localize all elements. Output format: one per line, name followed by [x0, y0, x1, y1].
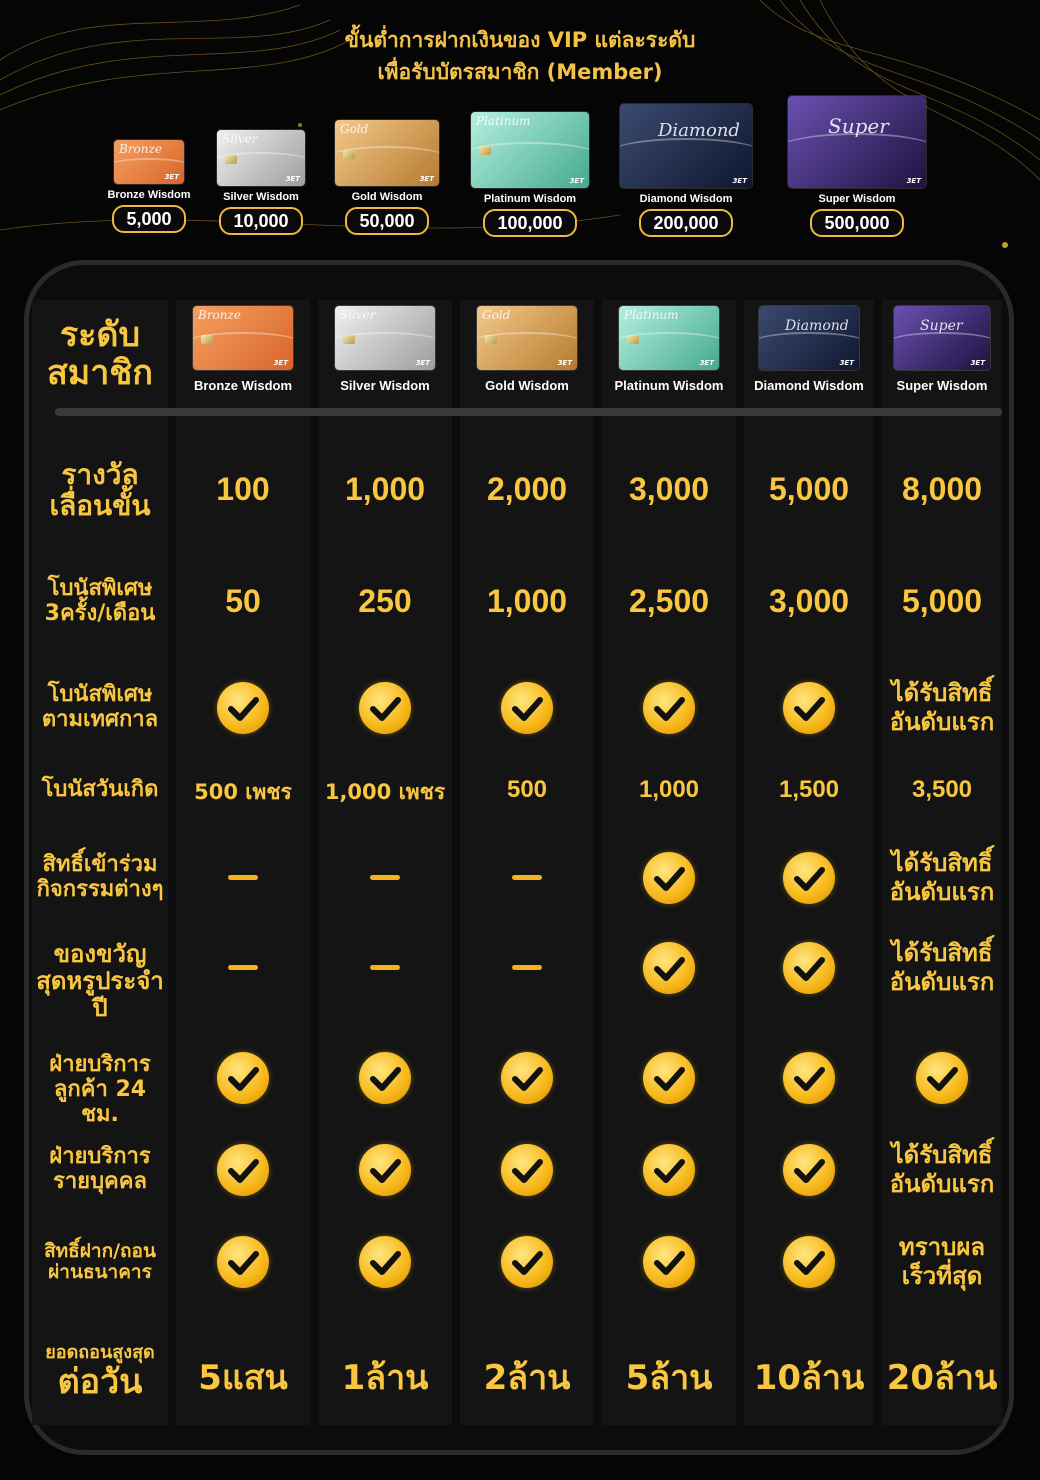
tier-card-bronze: [100, 140, 198, 233]
table-cell: 500 เพชร: [194, 780, 292, 804]
dash-icon: [512, 875, 542, 880]
tier-card-gold: [330, 120, 444, 235]
tier-amount: 10,000: [219, 207, 302, 235]
row-label-line2: เลื่อนขั้น: [49, 488, 151, 522]
tier-name: Gold Wisdom: [485, 378, 569, 393]
tier-name: Silver Wisdom: [340, 378, 430, 393]
row-label: [32, 1343, 168, 1401]
card-wave: [217, 152, 305, 174]
card-wave: [788, 133, 926, 170]
cell-text-line: อันดับแรก: [889, 1169, 995, 1198]
tier-name: Super Wisdom: [818, 193, 896, 205]
card-wave: [759, 332, 859, 358]
head-card-bronze: [176, 306, 310, 393]
row-label-line2: ตามเทศกาล: [41, 706, 159, 732]
table-cell: 2ล้าน: [483, 1358, 571, 1398]
card-mark: 3ET: [415, 359, 430, 367]
cell-text-line: ได้รับสิทธิ์: [891, 849, 993, 877]
card-brand: Silver: [340, 308, 376, 322]
table-cell: [872, 939, 1012, 997]
head-card-silver: [318, 306, 452, 393]
table-cell: 1,500: [778, 776, 840, 803]
card-mark: 3ET: [419, 175, 434, 183]
row-label-line1: ของขวัญ: [53, 940, 147, 969]
card-wave: [620, 138, 752, 172]
row-label-line1: ฝ่ายบริการ: [49, 1144, 151, 1170]
check-icon: [783, 852, 835, 904]
card-brand: Gold: [482, 308, 511, 322]
check-icon: [501, 1236, 553, 1288]
card-mark: 3ET: [164, 173, 179, 181]
card-mark: 3ET: [273, 359, 288, 367]
check-icon: [501, 682, 553, 734]
check-icon: [501, 1052, 553, 1104]
table-cell: 20ล้าน: [886, 1358, 998, 1398]
row-label: [32, 941, 168, 1022]
diamond-card-image: [620, 104, 752, 188]
row-label-line1: โบนัสวันเกิด: [41, 776, 159, 802]
row-label: [32, 683, 168, 732]
row-label-line1: สิทธิ์ฝาก/ถอน: [44, 1239, 156, 1262]
row-label-line2: 3ครั้ง/เดือน: [44, 600, 156, 626]
check-icon: [217, 1052, 269, 1104]
row-label-line1: ฝ่ายบริการ: [49, 1052, 151, 1078]
card-mark: 3ET: [285, 175, 300, 183]
table-cell: 500: [506, 776, 548, 803]
tier-amount: 200,000: [639, 209, 732, 237]
card-mark: 3ET: [732, 177, 747, 185]
page-header: [0, 24, 1040, 88]
tier-name: Super Wisdom: [896, 378, 988, 393]
check-icon: [217, 1236, 269, 1288]
card-mark: 3ET: [906, 177, 921, 185]
tier-card-row: [0, 100, 1040, 250]
dash-icon: [228, 875, 258, 880]
platinum-card-image: [471, 112, 589, 188]
card-brand: Platinum: [476, 114, 531, 128]
card-wave: [471, 142, 589, 172]
card-brand: Super: [828, 114, 889, 138]
table-cell: 1ล้าน: [341, 1358, 429, 1398]
row-label-line2: ต่อวัน: [57, 1362, 143, 1403]
bronze-card-image: [193, 306, 293, 370]
row-label-line1: โบนัสพิเศษ: [47, 576, 153, 602]
row-label: [32, 1053, 168, 1127]
card-brand: Diamond: [785, 318, 849, 334]
bronze-card-image: [114, 140, 184, 184]
card-brand: Platinum: [624, 308, 679, 322]
row-label: [32, 1145, 168, 1194]
dash-icon: [370, 875, 400, 880]
cell-text-line: อันดับแรก: [889, 707, 995, 736]
check-icon: [783, 1144, 835, 1196]
row-label-line1: สิทธิ์เข้าร่วม: [42, 852, 158, 878]
row-label: [32, 577, 168, 626]
table-cell: 5ล้าน: [625, 1358, 713, 1398]
tier-amount: 50,000: [345, 207, 428, 235]
row-label: [32, 778, 168, 803]
header-label-line2: สมาชิก: [47, 353, 153, 394]
row-label-line1: ยอดถอนสูงสุด: [45, 1341, 155, 1363]
cell-text-line: ทราบผล: [898, 1233, 986, 1261]
head-card-diamond: [744, 306, 874, 393]
table-cell: [872, 679, 1012, 737]
table-cell: 8,000: [901, 471, 983, 507]
card-brand: Bronze: [198, 308, 241, 322]
card-mark: 3ET: [699, 359, 714, 367]
table-cell: 2,000: [486, 471, 568, 507]
card-wave: [477, 332, 577, 358]
super-card-image: [894, 306, 990, 370]
table-cell: 100: [216, 471, 270, 507]
check-icon: [359, 682, 411, 734]
card-wave: [335, 146, 439, 172]
tier-card-diamond: [616, 104, 756, 237]
table-cell: 2,500: [628, 583, 710, 619]
table-cell: 5แสน: [198, 1358, 288, 1398]
card-wave: [335, 332, 435, 358]
row-label-line2: ผ่านธนาคาร: [48, 1260, 152, 1283]
card-wave: [894, 332, 990, 358]
check-icon: [643, 1052, 695, 1104]
gold-card-image: [335, 120, 439, 186]
check-icon: [643, 942, 695, 994]
header-divider: [55, 408, 1002, 416]
check-icon: [359, 1144, 411, 1196]
table-header-label: [32, 316, 168, 392]
dash-icon: [512, 965, 542, 970]
check-icon: [359, 1052, 411, 1104]
tier-card-silver: [212, 130, 310, 235]
tier-amount: 100,000: [483, 209, 576, 237]
table-cell: 3,000: [768, 583, 850, 619]
table-cell: 5,000: [901, 583, 983, 619]
tier-name: Diamond Wisdom: [639, 193, 733, 205]
card-wave: [193, 332, 293, 358]
card-mark: 3ET: [839, 359, 854, 367]
row-label: [32, 853, 168, 902]
tier-name: Platinum Wisdom: [614, 378, 724, 393]
check-icon: [783, 682, 835, 734]
page-title-line2: เพื่อรับบัตรสมาชิก (Member): [377, 60, 663, 84]
card-brand: Gold: [340, 122, 369, 136]
check-icon: [643, 1144, 695, 1196]
row-label-line1: รางวัล: [61, 457, 139, 491]
table-cell: 1,000 เพชร: [324, 780, 446, 804]
row-label-line2: สุดหรูประจำปี: [36, 966, 164, 1022]
check-icon: [783, 1236, 835, 1288]
check-icon: [643, 852, 695, 904]
tier-amount: 500,000: [810, 209, 903, 237]
table-cell: 3,000: [628, 471, 710, 507]
table-cell: 3,500: [911, 776, 973, 803]
table-cell: 5,000: [768, 471, 850, 507]
card-brand: Diamond: [658, 120, 740, 141]
card-mark: 3ET: [970, 359, 985, 367]
cell-text-line: เร็วที่สุด: [901, 1261, 983, 1290]
check-icon: [359, 1236, 411, 1288]
tier-card-super: [784, 96, 930, 237]
check-icon: [783, 942, 835, 994]
row-label-line2: กิจกรรมต่างๆ: [36, 876, 164, 902]
card-brand: Silver: [222, 132, 258, 146]
silver-card-image: [335, 306, 435, 370]
check-icon: [643, 682, 695, 734]
table-cell: 1,000: [486, 583, 568, 619]
tier-name: Bronze Wisdom: [193, 378, 293, 393]
check-icon: [217, 1144, 269, 1196]
row-label: [32, 459, 168, 522]
tier-name: Diamond Wisdom: [754, 378, 864, 393]
cell-text-line: อันดับแรก: [889, 967, 995, 996]
row-label-line2: รายบุคคล: [53, 1168, 147, 1194]
cell-text-line: อันดับแรก: [889, 877, 995, 906]
row-label-line2: ลูกค้า 24 ชม.: [53, 1076, 147, 1127]
gold-card-image: [477, 306, 577, 370]
tier-name: Bronze Wisdom: [107, 189, 191, 201]
row-label-line1: โบนัสพิเศษ: [47, 682, 153, 708]
tier-amount: 5,000: [112, 205, 185, 233]
card-wave: [619, 332, 719, 358]
diamond-card-image: [759, 306, 859, 370]
table-cell: [872, 1233, 1012, 1291]
tier-card-platinum: [466, 112, 594, 237]
card-mark: 3ET: [557, 359, 572, 367]
check-icon: [643, 1236, 695, 1288]
super-card-image: [788, 96, 926, 188]
header-label-line1: ระดับ: [59, 315, 141, 355]
table-cell: 10ล้าน: [753, 1358, 865, 1398]
cell-text-line: ได้รับสิทธิ์: [891, 939, 993, 967]
dash-icon: [228, 965, 258, 970]
card-mark: 3ET: [569, 177, 584, 185]
table-cell: [872, 849, 1012, 907]
card-brand: Bronze: [119, 142, 162, 156]
table-cell: 50: [225, 583, 261, 619]
dash-icon: [370, 965, 400, 970]
platinum-card-image: [619, 306, 719, 370]
check-icon: [783, 1052, 835, 1104]
check-icon: [501, 1144, 553, 1196]
tier-name: Platinum Wisdom: [483, 193, 577, 205]
tier-name: Silver Wisdom: [223, 191, 299, 203]
table-cell: 1,000: [344, 471, 426, 507]
card-brand: Super: [920, 318, 963, 334]
check-icon: [217, 682, 269, 734]
row-label: [32, 1241, 168, 1284]
page-title-line1: ขั้นต่ำการฝากเงินของ VIP แต่ละระดับ: [344, 28, 696, 52]
cell-text-line: ได้รับสิทธิ์: [891, 1141, 993, 1169]
head-card-gold: [460, 306, 594, 393]
check-icon: [916, 1052, 968, 1104]
table-cell: 1,000: [638, 776, 700, 803]
head-card-platinum: [602, 306, 736, 393]
table-cell: [872, 1141, 1012, 1199]
tier-name: Gold Wisdom: [351, 191, 423, 203]
table-cell: 250: [358, 583, 412, 619]
head-card-super: [882, 306, 1002, 393]
cell-text-line: ได้รับสิทธิ์: [891, 679, 993, 707]
silver-card-image: [217, 130, 305, 186]
